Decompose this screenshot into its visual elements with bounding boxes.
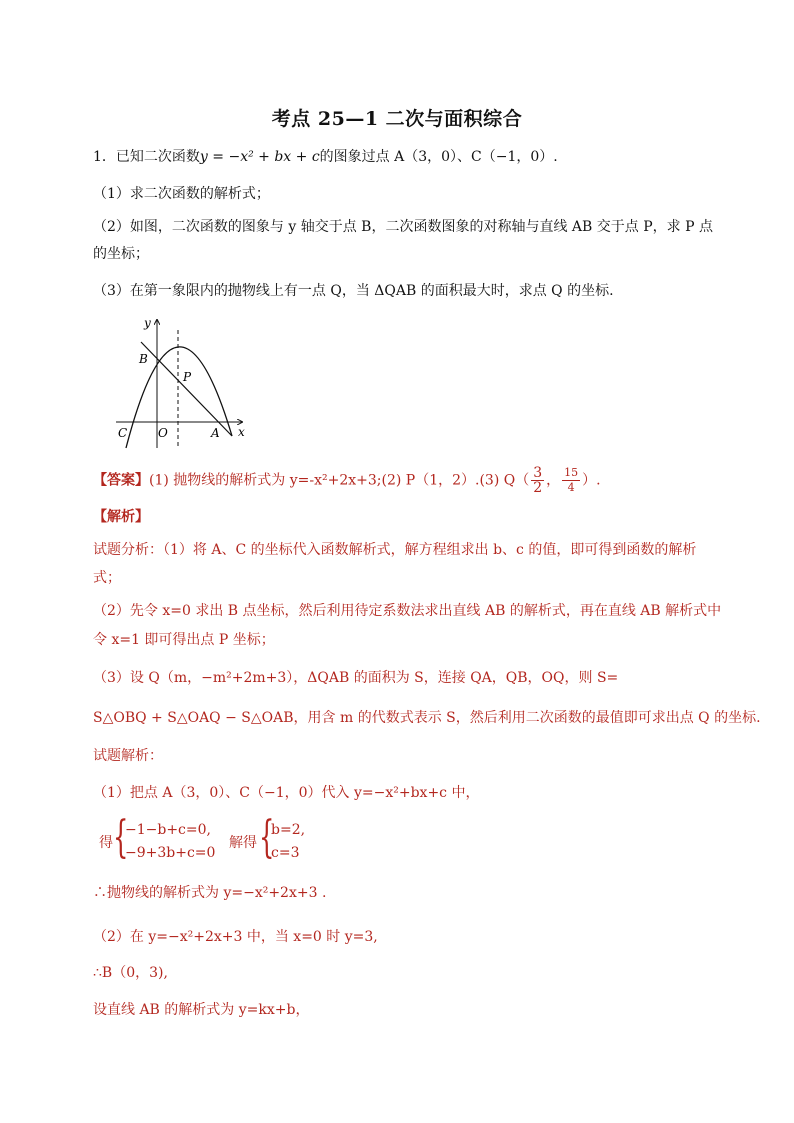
question-1: （1）求二次函数的解析式； xyxy=(93,186,270,202)
question-3: （3）在第一象限内的抛物线上有一点 Q，当 ΔQAB 的面积最大时，求点 Q 的坐标. xyxy=(93,283,614,299)
equation-systems xyxy=(93,812,313,866)
analysis-tag: 【解析】 xyxy=(93,509,149,525)
brace-1: { xyxy=(113,812,129,863)
question-2-line1: （2）如图，二次函数的图象与 y 轴交于点 B，二次函数图象的对称轴与直线 AB 交于点 P，求 P 点 xyxy=(93,219,713,235)
detail-1: （1）把点 A（3，0）、C（−1，0）代入 y=−x²+bx+c 中， xyxy=(93,785,480,801)
de-label: 得 xyxy=(99,835,113,851)
analysis-2: （2）先令 x=0 求出 B 点坐标，然后利用待定系数法求出直线 AB 的解析式，再在直线 AB 解析式中 xyxy=(93,603,722,619)
parabola-figure xyxy=(110,312,250,452)
answer-fraction-2: $\frac{15}{4}$ xyxy=(564,466,579,494)
problem-intro-prefix: 1．已知二次函数 xyxy=(93,149,200,165)
problem-intro xyxy=(93,147,558,167)
detail-2c: 设直线 AB 的解析式为 y=kx+b， xyxy=(93,1002,310,1018)
answer-line: 【答案】(1) 抛物线的解析式为 y=-x²+2x+3;(2) P（1，2）.(3) Q（ $\frac{3}{2}$ ， $\frac{15}{4}$ ）. xyxy=(93,465,601,496)
analysis-3: （3）设 Q（m，−m²+2m+3），ΔQAB 的面积为 S，连接 QA，QB，OQ，则 S= xyxy=(93,670,619,686)
detail-tag: 试题解析： xyxy=(93,748,163,764)
label-x: x xyxy=(238,425,245,439)
brace-2: { xyxy=(259,812,275,863)
system-2: { b=2, c=3 xyxy=(259,812,306,863)
label-y: y xyxy=(144,316,151,330)
jie-label: 解得 xyxy=(229,835,257,851)
problem-intro-func: y = −x² + bx + c xyxy=(199,149,320,165)
system-1: { −1−b+c=0, −9+3b+c=0 xyxy=(113,812,216,863)
analysis-3b: S△OBQ + S△OAQ − S△OAB，用含 m 的代数式表示 S，然后利用二次函数的最值即可求出点 Q 的坐标. xyxy=(93,710,761,726)
label-b: B xyxy=(139,352,148,366)
problem-intro-suffix: 的图象过点 A（3，0）、C（−1，0）. xyxy=(319,149,558,165)
label-a: A xyxy=(211,426,220,440)
label-p: P xyxy=(183,370,192,384)
answer-text-1: (1) 抛物线的解析式为 y=-x²+2x+3;(2) P（1，2）.(3) Q（ xyxy=(149,472,530,489)
detail-2: （2）在 y=−x²+2x+3 中，当 x=0 时 y=3, xyxy=(93,929,378,945)
detail-2b: ∴B（0，3), xyxy=(93,965,168,981)
label-c: C xyxy=(118,426,128,440)
answer-fraction-1: $\frac{3}{2}$ xyxy=(533,465,543,496)
answer-text-2: ）. xyxy=(582,472,601,489)
label-o: O xyxy=(158,426,168,440)
analysis-1: 试题分析：（1）将 A、C 的坐标代入函数解析式，解方程组求出 b、c 的值，即可得到函数的解析 xyxy=(93,542,697,558)
page-title: 考点 25—1 二次与面积综合 xyxy=(271,108,523,130)
detail-1c: ∴抛物线的解析式为 y=−x²+2x+3 . xyxy=(93,885,327,901)
analysis-2b: 令 x=1 即可得出点 P 坐标； xyxy=(93,632,275,648)
question-2-line2: 的坐标； xyxy=(93,246,149,262)
analysis-1b: 式； xyxy=(93,570,121,586)
answer-tag: 【答案】 xyxy=(93,472,149,489)
